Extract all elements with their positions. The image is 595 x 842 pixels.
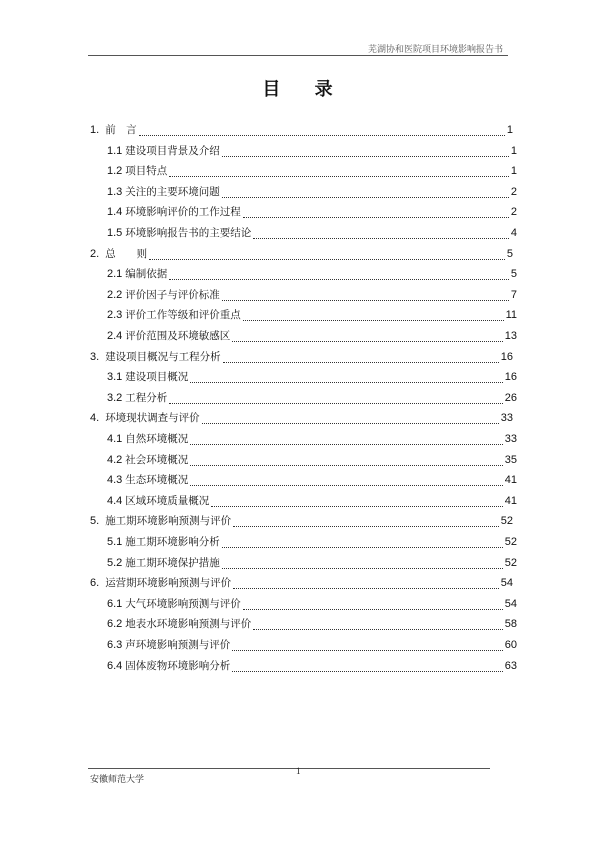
- toc-entry-page: 16: [500, 350, 513, 363]
- toc-entry-number: 2.1: [107, 268, 123, 281]
- toc-section-entry[interactable]: [107, 493, 517, 509]
- toc-entry-number: 5.1: [107, 536, 123, 548]
- toc-section-entry[interactable]: [107, 390, 517, 406]
- toc-entry-page: 4: [510, 227, 517, 239]
- toc-entry-page: 2: [510, 185, 517, 198]
- toc-dot-leader: [222, 290, 509, 301]
- toc-entry-title: 运营期环境影响预测与评价: [105, 577, 232, 590]
- toc-entry-title: 施工期环境保护措施: [125, 556, 220, 569]
- toc-dot-leader: [232, 661, 502, 672]
- toc-entry-page: 52: [500, 515, 513, 528]
- toc-section-entry[interactable]: [107, 225, 517, 241]
- toc-entry-number: 3.2: [107, 391, 123, 404]
- toc-entry-page: 41: [504, 494, 517, 507]
- toc-entry-title: 自然环境概况: [125, 433, 189, 445]
- footer-rule: [88, 768, 490, 769]
- toc-dot-leader: [190, 475, 502, 486]
- toc-entry-title: 大气环境影响预测与评价: [125, 597, 241, 610]
- toc-entry-page: 58: [504, 618, 517, 631]
- toc-chapter-entry[interactable]: [90, 349, 513, 365]
- toc-entry-page: 5: [506, 247, 513, 260]
- toc-entry-number: 3.: [90, 350, 100, 363]
- toc-section-entry[interactable]: [107, 163, 517, 179]
- toc-dot-leader: [233, 516, 499, 527]
- toc-entry-page: 41: [504, 474, 517, 487]
- toc-entry-number: 4.2: [107, 453, 123, 466]
- toc-entry-title: 环境影响报告书的主要结论: [125, 227, 252, 239]
- toc-chapter-entry[interactable]: [90, 410, 513, 426]
- toc-entry-page: 33: [504, 433, 517, 445]
- toc-section-entry[interactable]: [107, 204, 517, 220]
- toc-section-entry[interactable]: [107, 452, 517, 468]
- toc-dot-leader: [222, 537, 503, 548]
- toc-entry-number: 5.2: [107, 556, 123, 569]
- header-rule: [88, 55, 508, 56]
- toc-section-entry[interactable]: [107, 431, 517, 447]
- toc-section-entry[interactable]: [107, 369, 517, 385]
- toc-section-entry[interactable]: [107, 472, 517, 488]
- toc-entry-number: 6.1: [107, 597, 123, 610]
- toc-entry-number: 6.3: [107, 639, 123, 651]
- toc-entry-page: 26: [504, 391, 517, 404]
- toc-entry-number: 6.2: [107, 618, 123, 631]
- toc-entry-page: 60: [504, 639, 517, 651]
- toc-section-entry[interactable]: [107, 616, 517, 632]
- toc-dot-leader: [202, 413, 499, 424]
- toc-entry-page: 7: [510, 288, 517, 301]
- toc-dot-leader: [222, 146, 509, 157]
- toc-entry-title: 地表水环境影响预测与评价: [125, 618, 252, 631]
- toc-entry-title: 评价因子与评价标准: [125, 288, 220, 301]
- toc-section-entry[interactable]: [107, 266, 517, 282]
- toc-entry-title: 建设项目背景及介绍: [125, 144, 220, 157]
- toc-section-entry[interactable]: [107, 143, 517, 159]
- toc-section-entry[interactable]: [107, 287, 517, 303]
- toc-section-entry[interactable]: [107, 596, 517, 612]
- header-title: 芜湖协和医院项目环境影响报告书: [368, 45, 504, 55]
- toc-chapter-entry[interactable]: [90, 122, 513, 138]
- footer-institution: 安徽师范大学: [90, 775, 145, 785]
- toc-entry-number: 4.3: [107, 474, 123, 487]
- toc-dot-leader: [243, 310, 504, 321]
- toc-dot-leader: [222, 558, 503, 569]
- toc-entry-page: 52: [504, 536, 517, 548]
- page-title: 目 录: [262, 79, 347, 100]
- toc-entry-title: 施工期环境影响分析: [125, 536, 220, 548]
- toc-entry-page: 1: [506, 124, 513, 136]
- toc-entry-title: 环境现状调查与评价: [105, 412, 200, 425]
- toc-entry-page: 33: [500, 412, 513, 425]
- toc-entry-page: 52: [504, 556, 517, 569]
- toc-entry-number: 4.4: [107, 494, 123, 507]
- toc-dot-leader: [222, 187, 509, 198]
- toc-entry-title: 评价工作等级和评价重点: [125, 309, 241, 322]
- toc-entry-page: 35: [504, 453, 517, 466]
- toc-entry-number: 4.: [90, 412, 100, 425]
- toc-entry-number: 2.4: [107, 330, 123, 342]
- toc-dot-leader: [190, 455, 502, 466]
- toc-entry-title: 总 则: [105, 247, 148, 260]
- toc-entry-title: 生态环境概况: [125, 474, 189, 487]
- toc-dot-leader: [232, 640, 502, 651]
- toc-entry-title: 工程分析: [125, 391, 168, 404]
- toc-dot-leader: [211, 496, 502, 507]
- toc-entry-number: 2.: [90, 247, 100, 260]
- toc-section-entry[interactable]: [107, 328, 517, 344]
- toc-section-entry[interactable]: [107, 534, 517, 550]
- toc-entry-title: 建设项目概况: [125, 371, 189, 384]
- toc-entry-number: 1.: [90, 124, 100, 136]
- toc-entry-page: 16: [504, 371, 517, 384]
- toc-dot-leader: [243, 207, 509, 218]
- toc-chapter-entry[interactable]: [90, 246, 513, 262]
- toc-entry-number: 1.4: [107, 206, 123, 219]
- toc-entry-number: 4.1: [107, 433, 123, 445]
- toc-dot-leader: [169, 166, 509, 177]
- toc-entry-number: 6.: [90, 577, 100, 590]
- toc-entry-page: 1: [510, 165, 517, 178]
- toc-chapter-entry[interactable]: [90, 575, 513, 591]
- toc-entry-title: 区域环境质量概况: [125, 494, 210, 507]
- toc-chapter-entry[interactable]: [90, 513, 513, 529]
- toc-section-entry[interactable]: [107, 307, 517, 323]
- toc-dot-leader: [190, 434, 502, 445]
- toc-entry-title: 声环境影响预测与评价: [125, 639, 231, 651]
- toc-entry-number: 5.: [90, 515, 100, 528]
- toc-entry-page: 54: [504, 597, 517, 610]
- toc-section-entry[interactable]: [107, 555, 517, 571]
- toc-entry-title: 编制依据: [125, 268, 168, 281]
- toc-dot-leader: [169, 269, 509, 280]
- toc-entry-title: 前 言: [105, 124, 137, 136]
- toc-entry-number: 3.1: [107, 371, 123, 384]
- toc-entry-title: 项目特点: [125, 165, 168, 178]
- toc-entry-title: 关注的主要环境问题: [125, 185, 220, 198]
- toc-entry-page: 63: [504, 659, 517, 672]
- toc-entry-number: 1.3: [107, 185, 123, 198]
- toc-dot-leader: [149, 249, 505, 260]
- toc-entry-page: 5: [510, 268, 517, 281]
- toc-entry-page: 2: [510, 206, 517, 219]
- page-number: 1: [296, 766, 301, 776]
- toc-entry-title: 社会环境概况: [125, 453, 189, 466]
- toc-entry-page: 11: [505, 309, 517, 322]
- toc-dot-leader: [169, 393, 502, 404]
- toc-dot-leader: [223, 352, 499, 363]
- toc-dot-leader: [139, 125, 505, 136]
- toc-entry-number: 1.2: [107, 165, 123, 178]
- toc-dot-leader: [190, 372, 502, 383]
- toc-entry-title: 建设项目概况与工程分析: [105, 350, 221, 363]
- toc-dot-leader: [253, 228, 509, 239]
- toc-entry-number: 1.5: [107, 227, 123, 239]
- toc-entry-title: 施工期环境影响预测与评价: [105, 515, 232, 528]
- toc-dot-leader: [253, 619, 502, 630]
- toc-entry-page: 54: [500, 577, 513, 590]
- toc-entry-number: 6.4: [107, 659, 123, 672]
- toc-entry-page: 1: [510, 144, 517, 157]
- toc-dot-leader: [232, 331, 502, 342]
- toc-section-entry[interactable]: [107, 184, 517, 200]
- toc-entry-page: 13: [504, 330, 517, 342]
- toc-entry-number: 2.2: [107, 288, 123, 301]
- toc-dot-leader: [233, 578, 499, 589]
- toc-section-entry[interactable]: [107, 658, 517, 674]
- toc-entry-title: 评价范围及环境敏感区: [125, 330, 231, 342]
- toc-dot-leader: [243, 599, 503, 610]
- toc-entry-title: 固体废物环境影响分析: [125, 659, 231, 672]
- toc-entry-number: 2.3: [107, 309, 123, 322]
- toc-entry-title: 环境影响评价的工作过程: [125, 206, 241, 219]
- toc-entry-number: 1.1: [107, 144, 123, 157]
- toc-section-entry[interactable]: [107, 637, 517, 653]
